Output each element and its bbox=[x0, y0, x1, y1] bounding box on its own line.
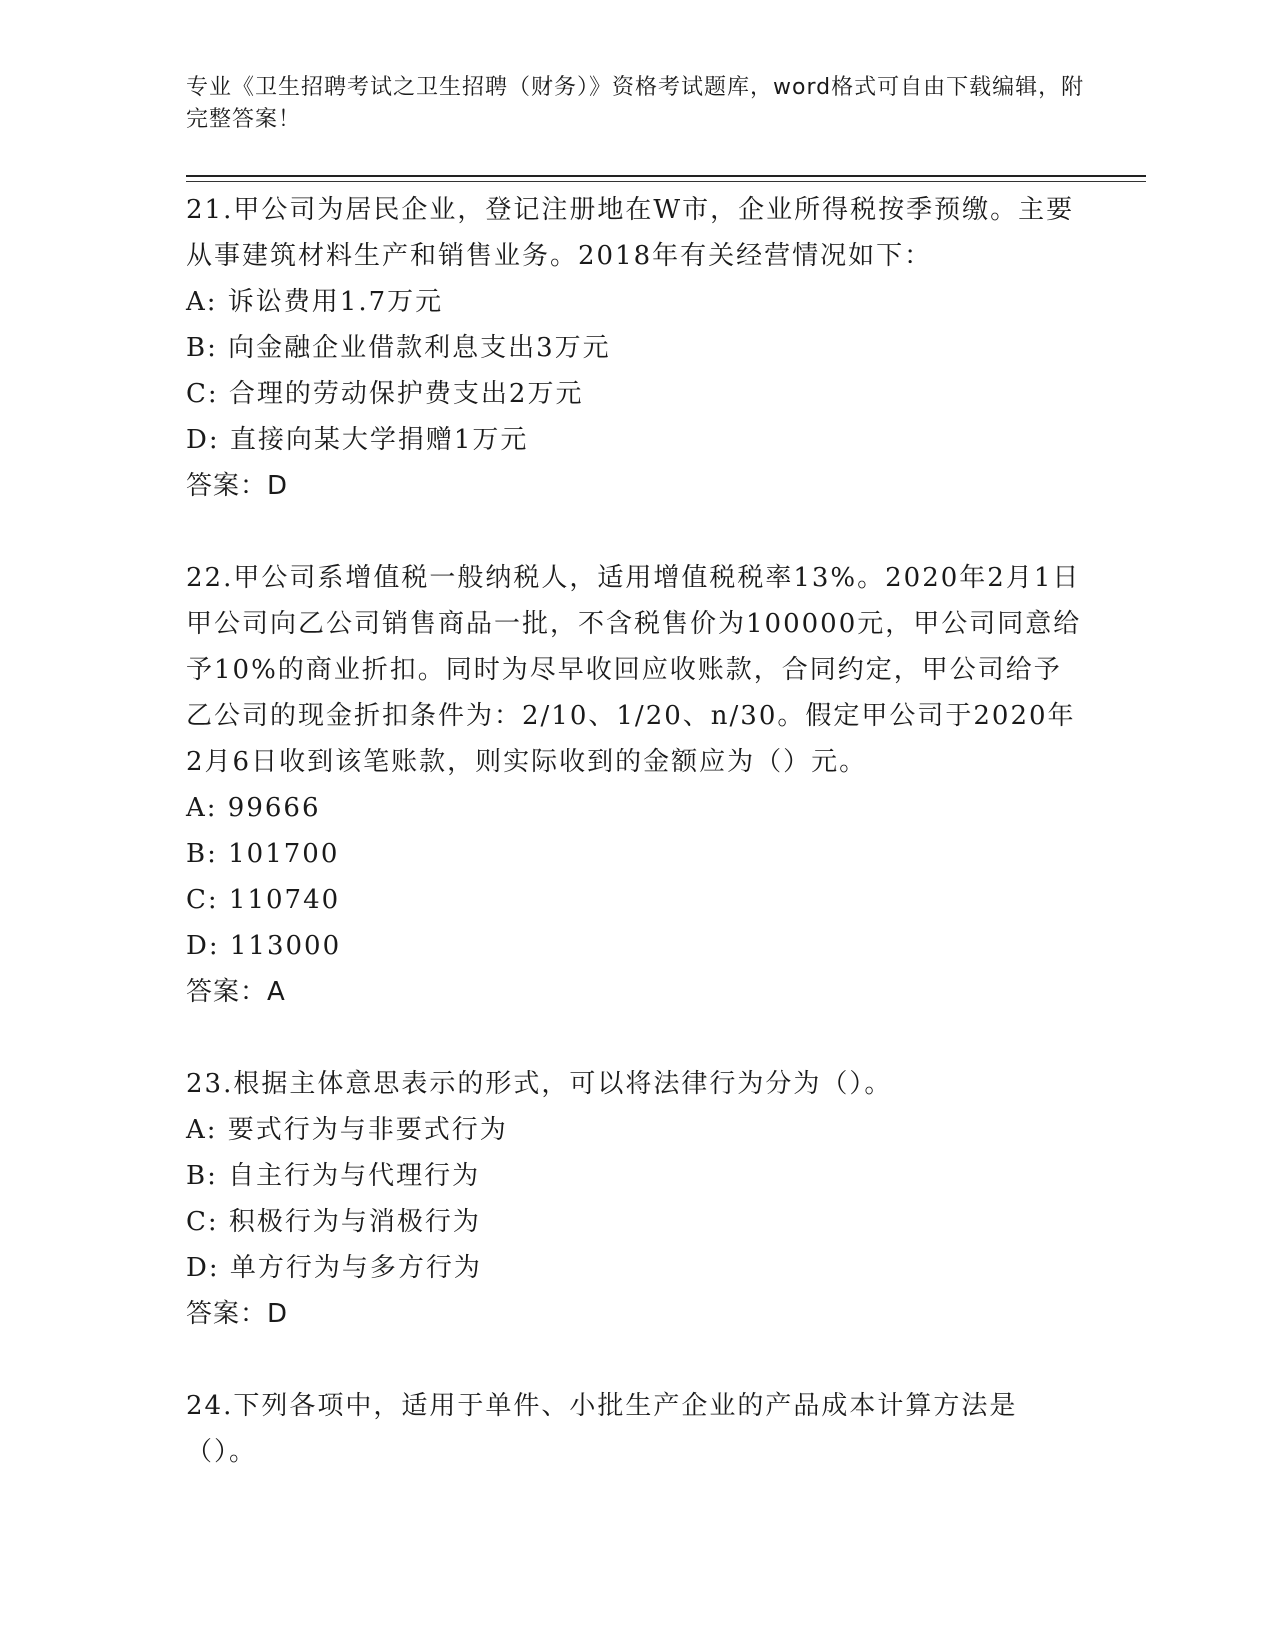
option-b: B: 向金融企业借款利息支出3万元 bbox=[186, 333, 611, 363]
question-stem: 24.下列各项中，适用于单件、小批生产企业的产品成本计算方法是（）。 bbox=[186, 1391, 1018, 1467]
question-23 bbox=[186, 1061, 1086, 1337]
option-d: D: 113000 bbox=[186, 931, 342, 961]
option-d: D: 直接向某大学捐赠1万元 bbox=[186, 425, 529, 455]
option-b: B: 101700 bbox=[186, 839, 340, 869]
question-list bbox=[186, 187, 1086, 1475]
question-stem: 23.根据主体意思表示的形式，可以将法律行为分为（）。 bbox=[186, 1069, 893, 1099]
option-a: A: 诉讼费用1.7万元 bbox=[186, 287, 444, 317]
option-a: A: 99666 bbox=[186, 793, 321, 823]
question-stem: 21.甲公司为居民企业，登记注册地在W市，企业所得税按季预缴。主要从事建筑材料生产和销售业务。2018年有关经营情况如下： bbox=[186, 195, 1075, 271]
option-c: C: 110740 bbox=[186, 885, 341, 915]
answer-line: 答案：A bbox=[186, 977, 286, 1007]
answer-line: 答案：D bbox=[186, 1299, 289, 1329]
question-24 bbox=[186, 1383, 1086, 1475]
question-22 bbox=[186, 555, 1086, 1015]
option-c: C: 合理的劳动保护费支出2万元 bbox=[186, 379, 584, 409]
header-divider-thick bbox=[186, 175, 1146, 177]
answer-line: 答案：D bbox=[186, 471, 289, 501]
header-divider-thin bbox=[186, 181, 1146, 182]
option-d: D: 单方行为与多方行为 bbox=[186, 1253, 482, 1283]
option-a: A: 要式行为与非要式行为 bbox=[186, 1115, 508, 1145]
option-c: C: 积极行为与消极行为 bbox=[186, 1207, 481, 1237]
question-21 bbox=[186, 187, 1086, 509]
option-b: B: 自主行为与代理行为 bbox=[186, 1161, 481, 1191]
question-stem: 22.甲公司系增值税一般纳税人，适用增值税税率13%。2020年2月1日甲公司向乙公司销售商品一批，不含税售价为100000元，甲公司同意给予10%的商业折扣。同时为尽早收回应收账款，合同约定，甲公司给予乙公司的现金折扣条件为：2/10、1/20、n/30。假定甲公司于2020年2月6日收到该笔账款，则实际收到的金额应为（）元。 bbox=[186, 563, 1082, 777]
document-header: 专业《卫生招聘考试之卫生招聘（财务）》资格考试题库，word格式可自由下载编辑，附完整答案！ bbox=[186, 75, 1085, 132]
